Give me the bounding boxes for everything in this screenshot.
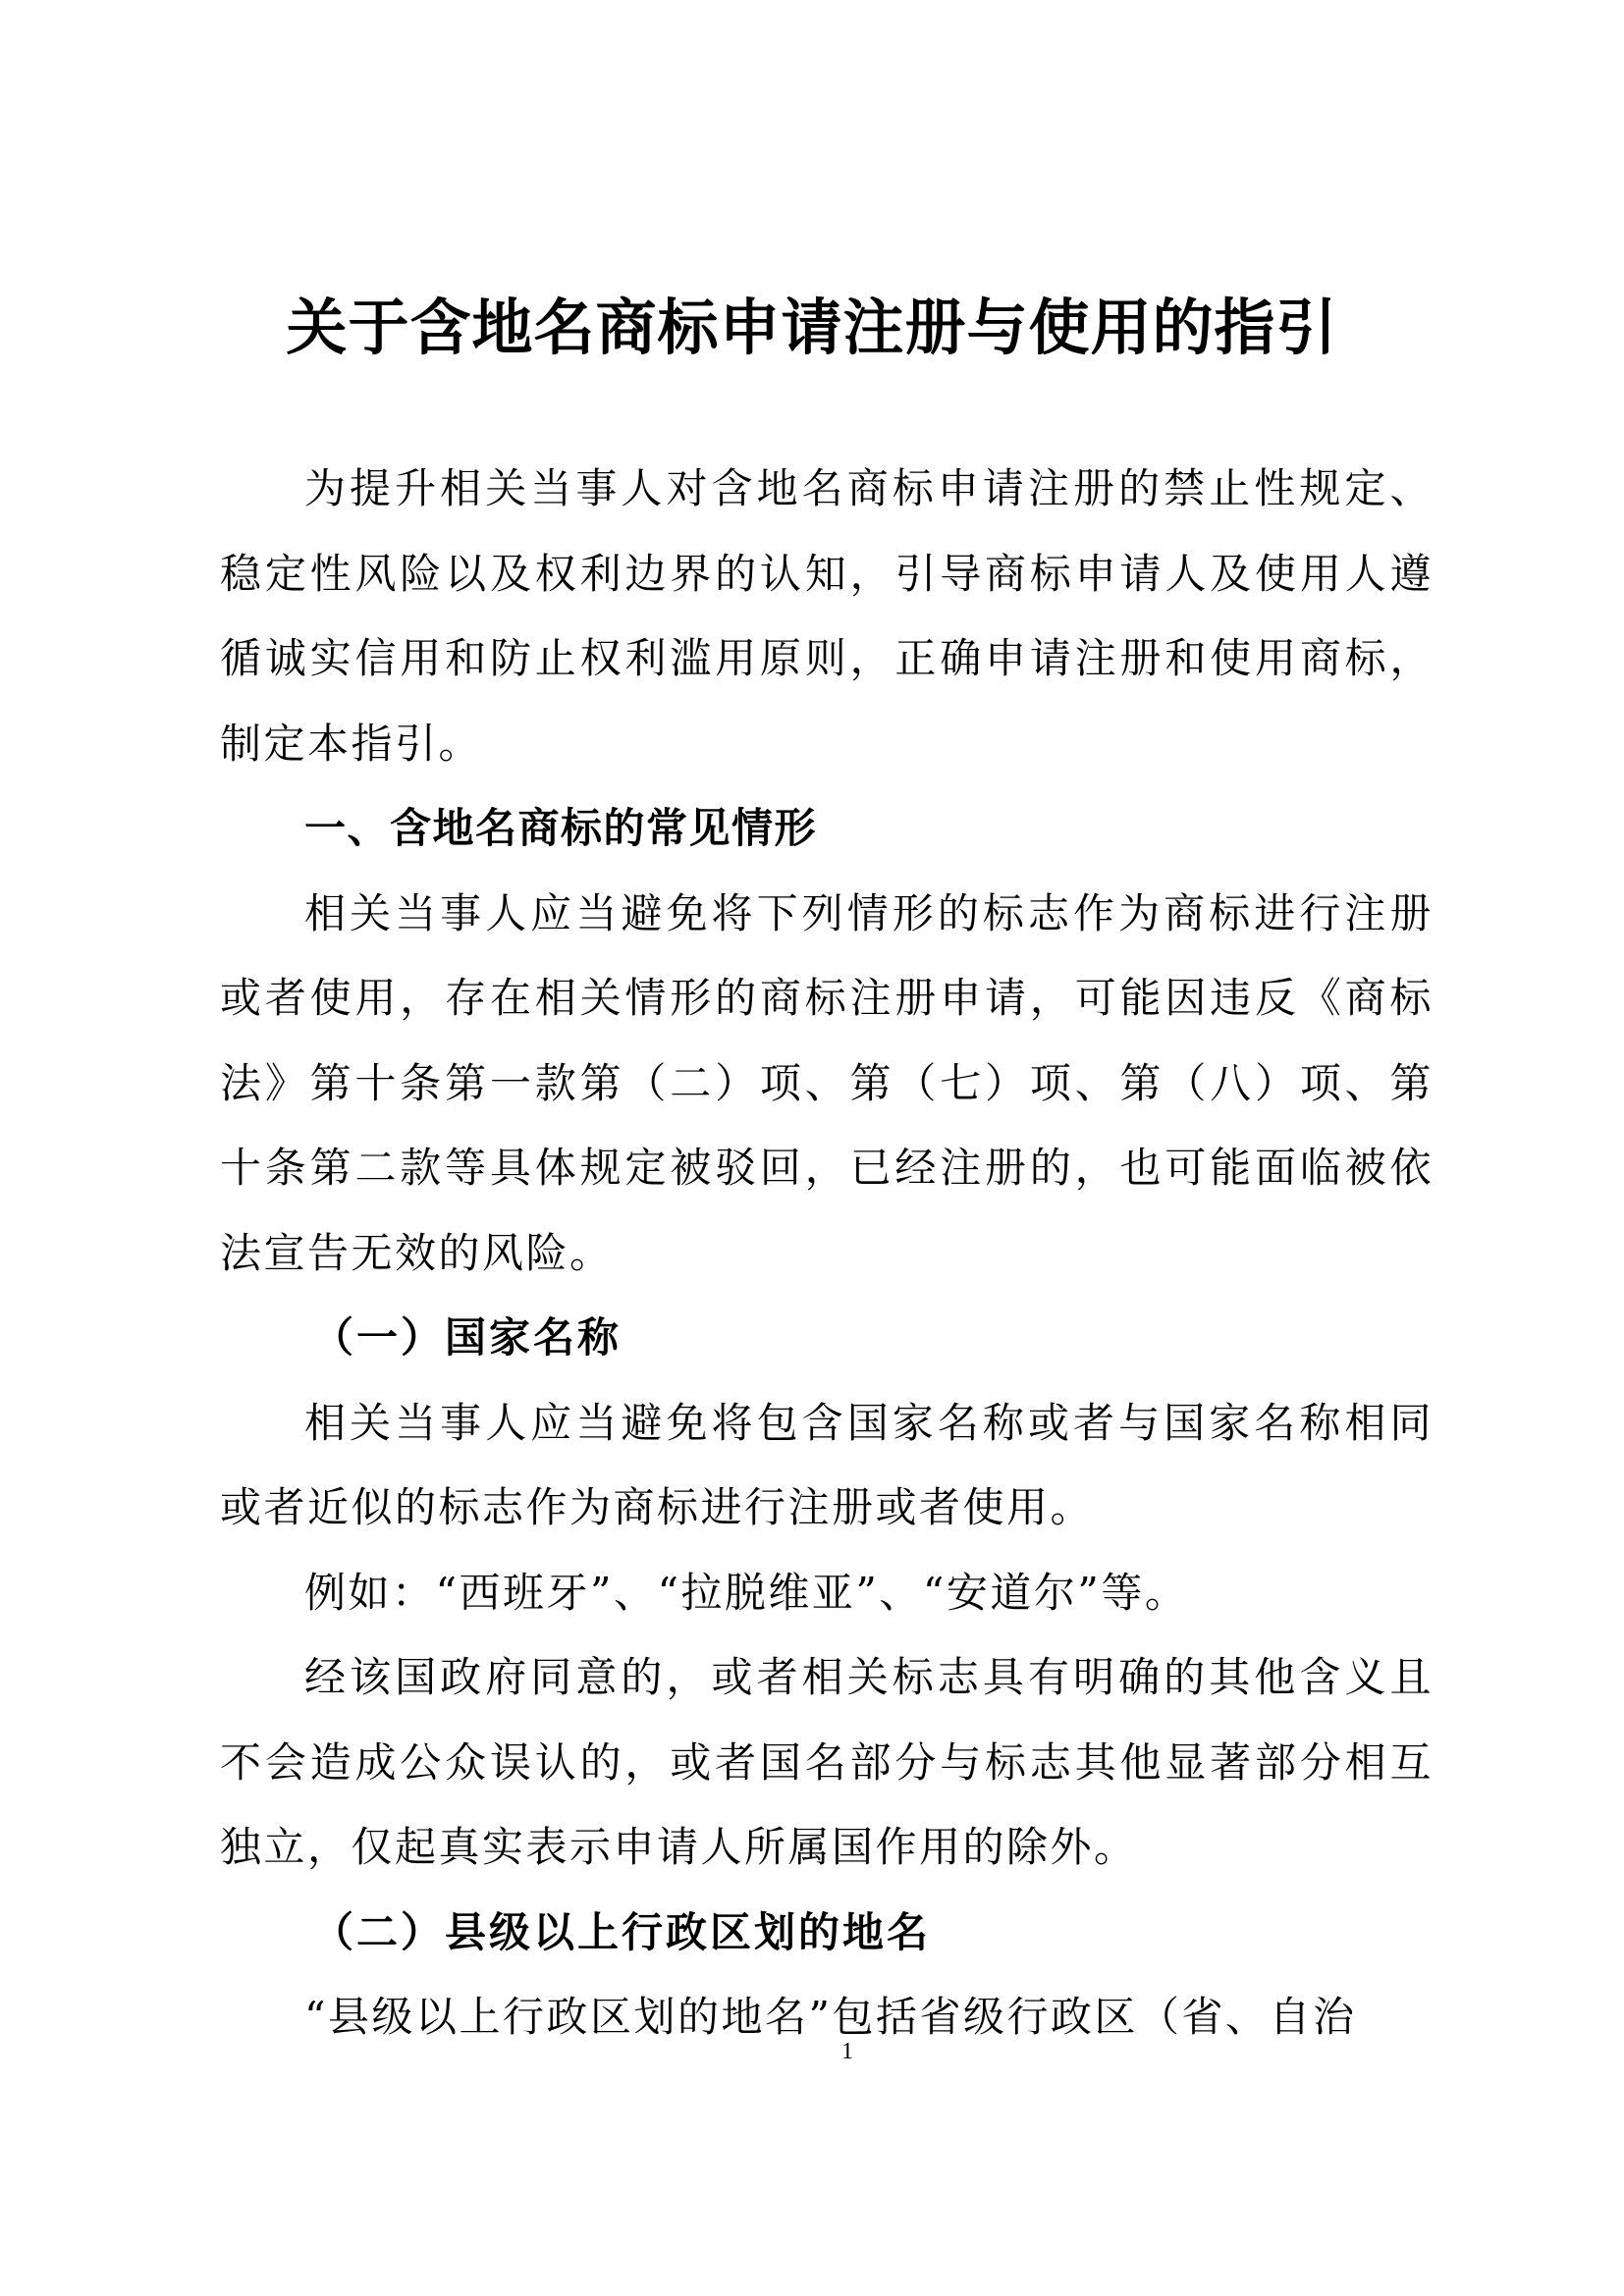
page-number: 1 bbox=[841, 2039, 853, 2064]
intro-paragraph: 为提升相关当事人对含地名商标申请注册的禁止性规定、稳定性风险以及权利边界的认知，引导商标申请人及使用人遵循诚实信用和防止权利滥用原则，正确申请注册和使用商标，制定本指引。 bbox=[220, 464, 1434, 768]
subsection-2-heading: （二）县级以上行政区划的地名 bbox=[312, 1907, 932, 1956]
section-1-paragraph: 相关当事人应当避免将下列情形的标志作为商标进行注册或者使用，存在相关情形的商标注册申请，可能因违反《商标法》第十条第一款第（二）项、第（七）项、第（八）项、第十条第二款等具体规定被驳回，已经注册的，也可能面临被依法宣告无效的风险。 bbox=[220, 888, 1434, 1277]
subsection-1-heading: （一）国家名称 bbox=[312, 1313, 623, 1362]
document-title: 关于含地名商标申请注册与使用的指引 bbox=[286, 292, 1338, 363]
subsection-1-example: 例如：“西班牙”、“拉脱维亚”、“安道尔”等。 bbox=[304, 1568, 1189, 1617]
subsection-1-paragraph: 相关当事人应当避免将包含国家名称或者与国家名称相同或者近似的标志作为商标进行注册或者使用。 bbox=[220, 1398, 1434, 1531]
subsection-1-exception: 经该国政府同意的，或者相关标志具有明确的其他含义且不会造成公众误认的，或者国名部分与标志其他显著部分相互独立，仅起真实表示申请人所属国作用的除外。 bbox=[220, 1653, 1434, 1871]
subsection-2-paragraph: “县级以上行政区划的地名”包括省级行政区（省、自治 bbox=[304, 1993, 1357, 2041]
document-body bbox=[220, 447, 1434, 2060]
section-1-heading: 一、含地名商标的常见情形 bbox=[304, 804, 818, 852]
